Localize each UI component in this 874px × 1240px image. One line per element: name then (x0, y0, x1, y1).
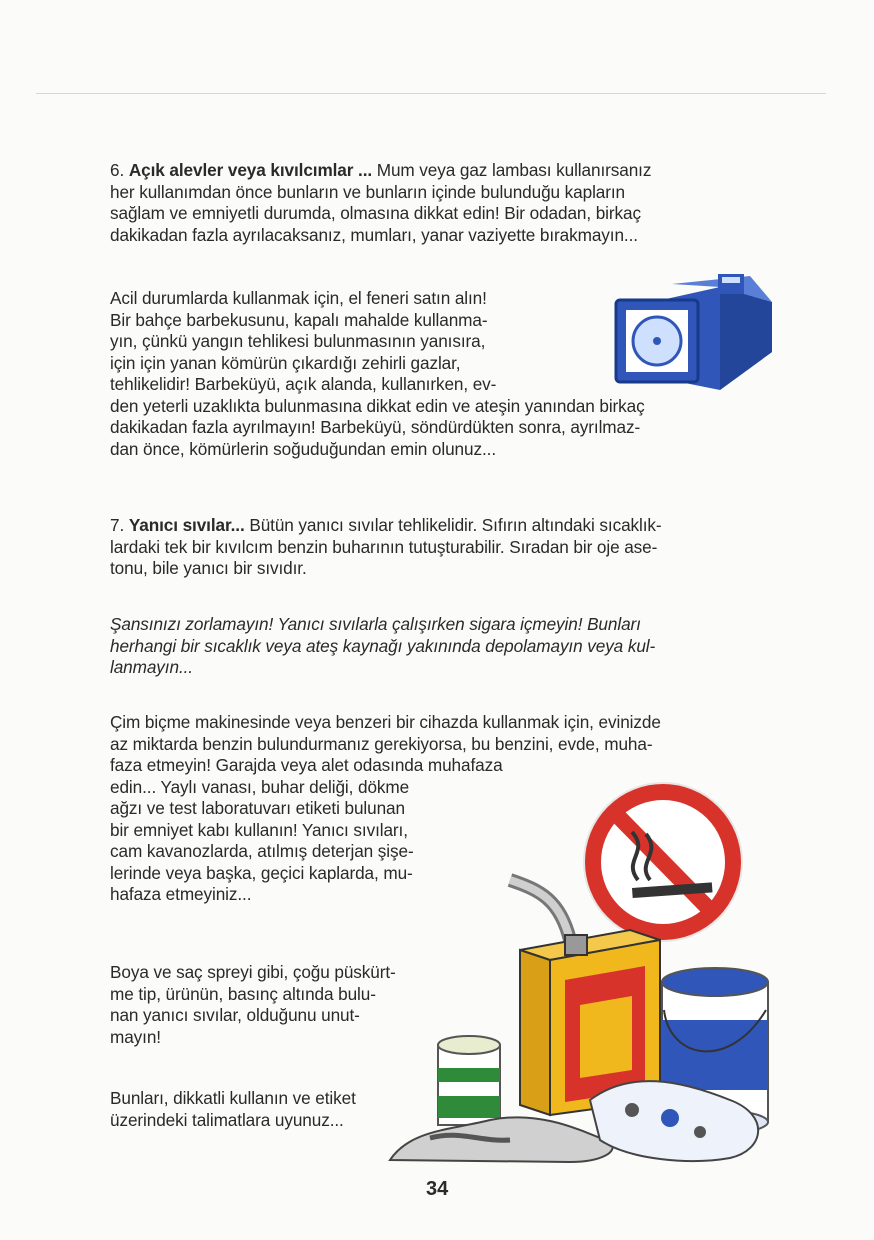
header-rule (36, 93, 826, 94)
flashlight-icon (610, 272, 782, 402)
section-7-line: tonu, bile yanıcı bir sıvıdır. (110, 558, 307, 578)
cim-line: edin... Yaylı vanası, buhar deliği, dökme (110, 776, 410, 797)
cim-line: bir emniyet kabı kullanın! Yanıcı sıvıları, (110, 819, 408, 840)
hazard-illustration (370, 770, 780, 1170)
section-6-line: her kullanımdan önce bunların ve bunların içinde bulunduğu kapların (110, 181, 626, 202)
boya-line: me tip, ürünün, basınç altında bulu- (110, 983, 376, 1004)
acil-paragraph (110, 288, 645, 460)
section-7-line: Bütün yanıcı sıvılar tehlikelidir. Sıfırın altındaki sıcaklık- (244, 515, 662, 535)
acil-line: den yeterli uzaklıkta bulunmasına dikkat edin ve ateşin yanından birkaç (110, 395, 645, 416)
section-7-title: Yanıcı sıvılar... (128, 515, 245, 535)
green-can-icon (438, 1036, 500, 1125)
cim-line: az miktarda benzin bulundurmanız gerekiyorsa, bu benzini, evde, muha- (110, 733, 653, 754)
section-7 (110, 515, 662, 580)
boya-paragraph (110, 962, 396, 1048)
bunlari-line: Bunları, dikkatli kullanın ve etiket (110, 1088, 356, 1108)
section-7-first-line (110, 515, 662, 537)
boya-line: nan yanıcı sıvılar, olduğunu unut- (110, 1005, 360, 1025)
acil-line: dakikadan fazla ayrılmayın! Barbeküyü, söndürdükten sonra, ayrılmaz- (110, 417, 641, 437)
cim-line: ağzı ve test laboratuvarı etiketi bulunan (110, 798, 405, 818)
section-7-line: lardaki tek bir kıvılcım benzin buharının tutuşturabilir. Sıradan bir oje ase- (110, 536, 658, 557)
acil-line: Acil durumlarda kullanmak için, el feneri satın alın! (110, 288, 487, 308)
cim-line: Çim biçme makinesinde veya benzeri bir cihazda kullanmak için, evinizde (110, 712, 661, 732)
section-6-line: sağlam ve emniyetli durumda, olmasına dikkat edin! Bir odadan, birkaç (110, 203, 641, 223)
acil-line: yın, çünkü yangın tehlikesi bulunmasının yanısıra, (110, 331, 486, 351)
boya-line: mayın! (110, 1026, 161, 1047)
section-6-line: dakikadan fazla ayrılacaksanız, mumları, yanar vaziyette bırakmayın... (110, 224, 638, 245)
warning-line: herhangi bir sıcaklık veya ateş kaynağı yakınında depolamayın veya kul- (110, 635, 656, 656)
cim-line: lerinde veya başka, geçici kaplarda, mu- (110, 862, 413, 883)
section-7-number: 7. (110, 515, 125, 535)
cim-line: cam kavanozlarda, atılmış deterjan şişe- (110, 841, 414, 861)
warning-line: lanmayın... (110, 657, 193, 677)
page-number: 34 (426, 1178, 449, 1200)
boya-line: Boya ve saç spreyi gibi, çoğu püskürt- (110, 962, 396, 982)
acil-line: Bir bahçe barbekusunu, kapalı mahalde kullanma- (110, 309, 488, 330)
acil-line: için için yanan kömürün çıkardığı zehirli gazlar, (110, 352, 461, 373)
acil-line: tehlikelidir! Barbeküyü, açık alanda, kullanırken, ev- (110, 374, 497, 394)
acil-line: dan önce, kömürlerin soğuduğundan emin olunuz... (110, 438, 496, 459)
cim-line: faza etmeyin! Garajda veya alet odasında muhafaza (110, 755, 503, 775)
section-6 (110, 160, 651, 246)
bunlari-paragraph (110, 1088, 356, 1131)
bunlari-line: üzerindeki talimatlara uyunuz... (110, 1109, 344, 1130)
section-6-line: Mum veya gaz lambası kullanırsanız (372, 160, 652, 180)
cim-line: hafaza etmeyiniz... (110, 884, 252, 904)
section-6-title: Açık alevler veya kıvılcımlar ... (128, 160, 373, 180)
warning-paragraph (110, 614, 655, 679)
warning-line: Şansınızı zorlamayın! Yanıcı sıvılarla çalışırken sigara içmeyin! Bunları (110, 614, 641, 634)
section-6-first-line (110, 160, 651, 182)
section-6-number: 6. (110, 160, 125, 180)
no-smoking-icon (585, 784, 741, 940)
